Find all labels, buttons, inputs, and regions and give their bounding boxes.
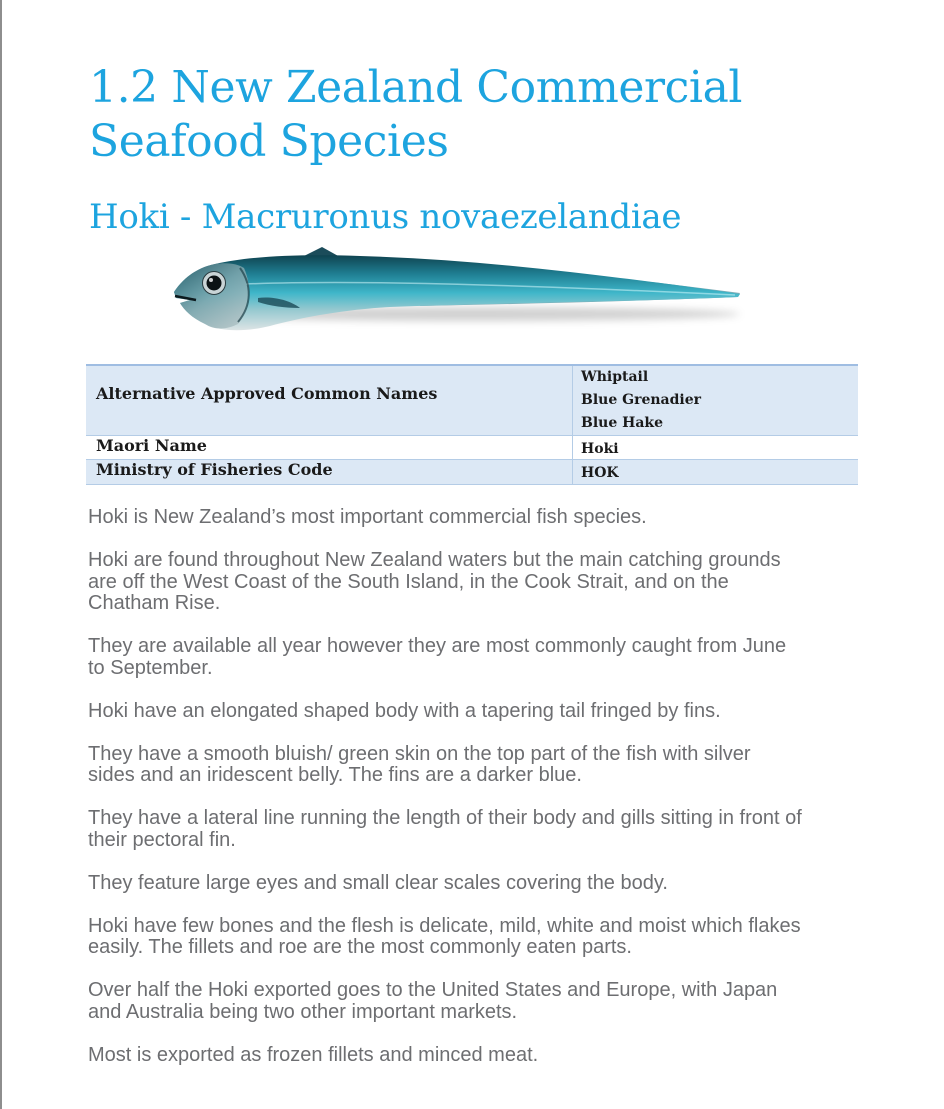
paragraph-line: They feature large eyes and small clear scales covering the body.: [88, 871, 668, 894]
paragraph-line: Hoki is New Zealand’s most important commercial fish species.: [88, 506, 647, 528]
paragraph-line: Most is exported as frozen fillets and minced meat.: [88, 1043, 539, 1066]
species-heading: Hoki - Macruronus novaezelandiae: [89, 197, 682, 237]
paragraph: [88, 808, 802, 851]
paragraph-line: They have a smooth bluish/ green skin on the top part of the fish with silver: [88, 742, 751, 765]
paragraph-line: Hoki have an elongated shaped body with a tapering tail fringed by fins.: [88, 699, 721, 722]
paragraph-line: Over half the Hoki exported goes to the United States and Europe, with Japan: [88, 979, 778, 1001]
table-row-maori-name: [86, 436, 858, 460]
paragraph-line: They have a lateral line running the length of their body and gills sitting in front of: [88, 807, 802, 829]
page-title-line-2: Seafood Species: [89, 116, 449, 167]
table-row-fisheries-code: [86, 460, 858, 485]
paragraph-line: to September.: [88, 656, 213, 679]
paragraph-line: Hoki are found throughout New Zealand waters but the main catching grounds: [88, 549, 781, 571]
page-edge: [0, 0, 2, 1109]
common-name-value: Blue Grenadier: [581, 392, 701, 408]
paragraph: [88, 1045, 802, 1067]
common-names-label: Alternative Approved Common Names: [96, 384, 438, 403]
paragraph: [88, 507, 802, 529]
paragraph: [88, 550, 802, 615]
paragraph: [88, 916, 802, 959]
maori-name-label: Maori Name: [96, 436, 207, 455]
paragraph-line: They are available all year however they are most commonly caught from June: [88, 635, 787, 657]
paragraph-line: sides and an iridescent belly. The fins are a darker blue.: [88, 764, 582, 786]
paragraph-line: and Australia being two other important markets.: [88, 1000, 518, 1023]
hoki-fish-image: [160, 240, 760, 350]
fisheries-code-label: Ministry of Fisheries Code: [96, 460, 333, 479]
paragraph-line: easily. The fillets and roe are the most commonly eaten parts.: [88, 936, 632, 958]
common-name-value: Blue Hake: [581, 415, 664, 431]
paragraph-line: Chatham Rise.: [88, 592, 221, 614]
paragraph-line: their pectoral fin.: [88, 828, 236, 851]
maori-name-value: Hoki: [581, 441, 619, 457]
fisheries-code-value: HOK: [581, 465, 619, 481]
fish-eye-pupil: [207, 276, 222, 291]
paragraph: [88, 636, 802, 679]
species-info-table: [86, 364, 858, 485]
paragraph: [88, 980, 802, 1023]
paragraph-line: are off the West Coast of the South Island, in the Cook Strait, and on the: [88, 570, 729, 593]
common-name-value: Whiptail: [581, 369, 649, 385]
fish-eye-highlight: [209, 278, 213, 282]
paragraph-line: Hoki have few bones and the flesh is delicate, mild, white and moist which flakes: [88, 914, 801, 937]
paragraph: [88, 701, 802, 723]
common-names-values: [572, 366, 858, 435]
paragraph: [88, 873, 802, 895]
species-description: [88, 507, 802, 1088]
page-title: [89, 61, 742, 169]
maori-name-value-cell: [572, 436, 858, 459]
page-title-line-1: 1.2 New Zealand Commercial: [89, 62, 743, 113]
table-row-common-names: [86, 366, 858, 436]
paragraph: [88, 744, 802, 787]
fisheries-code-value-cell: [572, 460, 858, 484]
